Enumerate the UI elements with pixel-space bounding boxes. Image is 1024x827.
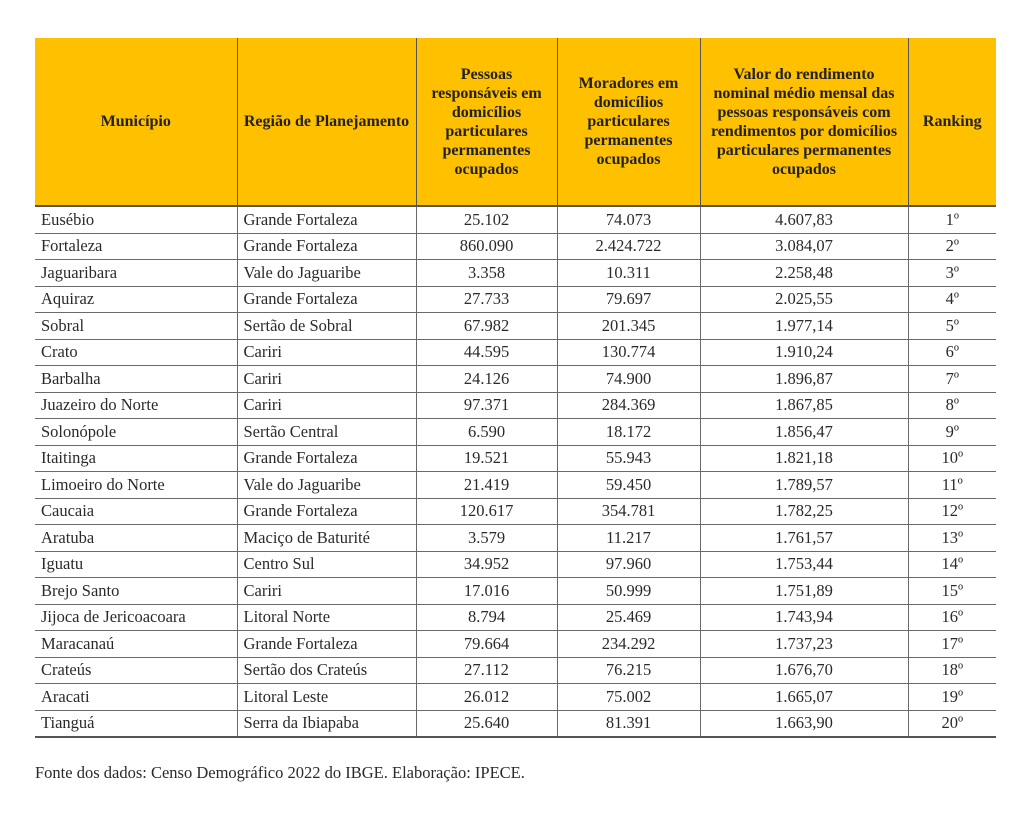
ranking-cell: 18º: [908, 657, 996, 684]
pessoas-cell: 27.112: [416, 657, 557, 684]
pessoas-cell: 97.371: [416, 392, 557, 419]
municipio-cell: Caucaia: [35, 498, 237, 525]
ranking-cell: 12º: [908, 498, 996, 525]
pessoas-cell: 8.794: [416, 604, 557, 631]
rendimento-cell: 1.782,25: [700, 498, 908, 525]
rendimento-cell: 1.676,70: [700, 657, 908, 684]
rendimento-cell: 1.665,07: [700, 684, 908, 711]
ranking-cell: 8º: [908, 392, 996, 419]
moradores-cell: 79.697: [557, 286, 700, 313]
pessoas-cell: 26.012: [416, 684, 557, 711]
regiao-cell: Serra da Ibiapaba: [237, 710, 416, 737]
table-row: [35, 260, 996, 287]
moradores-cell: 50.999: [557, 578, 700, 605]
header-regiao: Região de Planejamento: [237, 38, 416, 206]
regiao-cell: Grande Fortaleza: [237, 286, 416, 313]
municipio-cell: Crateús: [35, 657, 237, 684]
pessoas-cell: 6.590: [416, 419, 557, 446]
pessoas-cell: 3.579: [416, 525, 557, 552]
moradores-cell: 201.345: [557, 313, 700, 340]
rendimento-cell: 3.084,07: [700, 233, 908, 260]
table-row: [35, 206, 996, 233]
moradores-cell: 55.943: [557, 445, 700, 472]
municipio-cell: Fortaleza: [35, 233, 237, 260]
header-municipio: Município: [35, 38, 237, 206]
header-pessoas-responsaveis: Pessoas responsáveis em domicílios particulares permanentes ocupados: [416, 38, 557, 206]
header-rendimento: Valor do rendimento nominal médio mensal das pessoas responsáveis com rendimentos por domicílios particulares permanentes ocupados: [700, 38, 908, 206]
moradores-cell: 74.073: [557, 206, 700, 233]
source-note: Fonte dos dados: Censo Demográfico 2022 do IBGE. Elaboração: IPECE.: [35, 763, 525, 782]
municipio-cell: Maracanaú: [35, 631, 237, 658]
pessoas-cell: 17.016: [416, 578, 557, 605]
table-row: [35, 657, 996, 684]
rendimento-cell: 1.856,47: [700, 419, 908, 446]
table-row: [35, 313, 996, 340]
regiao-cell: Grande Fortaleza: [237, 233, 416, 260]
regiao-cell: Sertão de Sobral: [237, 313, 416, 340]
pessoas-cell: 3.358: [416, 260, 557, 287]
regiao-cell: Sertão Central: [237, 419, 416, 446]
ranking-cell: 16º: [908, 604, 996, 631]
municipio-cell: Eusébio: [35, 206, 237, 233]
pessoas-cell: 19.521: [416, 445, 557, 472]
regiao-cell: Maciço de Baturité: [237, 525, 416, 552]
income-ranking-table-container: [35, 38, 996, 738]
municipio-cell: Iguatu: [35, 551, 237, 578]
regiao-cell: Grande Fortaleza: [237, 498, 416, 525]
table-row: [35, 233, 996, 260]
municipio-cell: Brejo Santo: [35, 578, 237, 605]
table-row: [35, 286, 996, 313]
rendimento-cell: 1.910,24: [700, 339, 908, 366]
pessoas-cell: 21.419: [416, 472, 557, 499]
table-row: [35, 551, 996, 578]
municipio-cell: Aquiraz: [35, 286, 237, 313]
table-row: [35, 339, 996, 366]
ranking-cell: 2º: [908, 233, 996, 260]
moradores-cell: 59.450: [557, 472, 700, 499]
rendimento-cell: 1.753,44: [700, 551, 908, 578]
pessoas-cell: 25.102: [416, 206, 557, 233]
municipio-cell: Solonópole: [35, 419, 237, 446]
municipio-cell: Itaitinga: [35, 445, 237, 472]
moradores-cell: 81.391: [557, 710, 700, 737]
municipio-cell: Tianguá: [35, 710, 237, 737]
moradores-cell: 354.781: [557, 498, 700, 525]
moradores-cell: 2.424.722: [557, 233, 700, 260]
regiao-cell: Cariri: [237, 578, 416, 605]
ranking-cell: 20º: [908, 710, 996, 737]
table-row: [35, 392, 996, 419]
regiao-cell: Cariri: [237, 392, 416, 419]
municipio-cell: Jijoca de Jericoacoara: [35, 604, 237, 631]
rendimento-cell: 1.751,89: [700, 578, 908, 605]
pessoas-cell: 27.733: [416, 286, 557, 313]
rendimento-cell: 1.896,87: [700, 366, 908, 393]
moradores-cell: 75.002: [557, 684, 700, 711]
rendimento-cell: 1.743,94: [700, 604, 908, 631]
header-moradores: Moradores em domicílios particulares permanentes ocupados: [557, 38, 700, 206]
table-body: [35, 206, 996, 737]
pessoas-cell: 79.664: [416, 631, 557, 658]
ranking-cell: 3º: [908, 260, 996, 287]
moradores-cell: 97.960: [557, 551, 700, 578]
table-row: [35, 604, 996, 631]
rendimento-cell: 1.821,18: [700, 445, 908, 472]
pessoas-cell: 120.617: [416, 498, 557, 525]
rendimento-cell: 4.607,83: [700, 206, 908, 233]
table-row: [35, 445, 996, 472]
table-row: [35, 525, 996, 552]
pessoas-cell: 34.952: [416, 551, 557, 578]
rendimento-cell: 1.737,23: [700, 631, 908, 658]
moradores-cell: 234.292: [557, 631, 700, 658]
moradores-cell: 18.172: [557, 419, 700, 446]
ranking-cell: 17º: [908, 631, 996, 658]
regiao-cell: Sertão dos Crateús: [237, 657, 416, 684]
rendimento-cell: 1.663,90: [700, 710, 908, 737]
pessoas-cell: 24.126: [416, 366, 557, 393]
regiao-cell: Cariri: [237, 339, 416, 366]
regiao-cell: Centro Sul: [237, 551, 416, 578]
ranking-cell: 5º: [908, 313, 996, 340]
ranking-cell: 19º: [908, 684, 996, 711]
ranking-cell: 11º: [908, 472, 996, 499]
ranking-cell: 13º: [908, 525, 996, 552]
pessoas-cell: 25.640: [416, 710, 557, 737]
income-ranking-table: [35, 38, 996, 738]
regiao-cell: Cariri: [237, 366, 416, 393]
pessoas-cell: 67.982: [416, 313, 557, 340]
regiao-cell: Litoral Norte: [237, 604, 416, 631]
ranking-cell: 14º: [908, 551, 996, 578]
table-row: [35, 419, 996, 446]
header-ranking: Ranking: [908, 38, 996, 206]
regiao-cell: Vale do Jaguaribe: [237, 472, 416, 499]
table-row: [35, 631, 996, 658]
moradores-cell: 25.469: [557, 604, 700, 631]
municipio-cell: Jaguaribara: [35, 260, 237, 287]
ranking-cell: 1º: [908, 206, 996, 233]
moradores-cell: 76.215: [557, 657, 700, 684]
municipio-cell: Aracati: [35, 684, 237, 711]
moradores-cell: 130.774: [557, 339, 700, 366]
municipio-cell: Sobral: [35, 313, 237, 340]
table-row: [35, 472, 996, 499]
rendimento-cell: 1.867,85: [700, 392, 908, 419]
ranking-cell: 7º: [908, 366, 996, 393]
rendimento-cell: 2.025,55: [700, 286, 908, 313]
regiao-cell: Vale do Jaguaribe: [237, 260, 416, 287]
ranking-cell: 6º: [908, 339, 996, 366]
moradores-cell: 284.369: [557, 392, 700, 419]
moradores-cell: 11.217: [557, 525, 700, 552]
ranking-cell: 4º: [908, 286, 996, 313]
municipio-cell: Juazeiro do Norte: [35, 392, 237, 419]
table-row: [35, 710, 996, 737]
table-row: [35, 366, 996, 393]
regiao-cell: Litoral Leste: [237, 684, 416, 711]
ranking-cell: 10º: [908, 445, 996, 472]
regiao-cell: Grande Fortaleza: [237, 445, 416, 472]
moradores-cell: 10.311: [557, 260, 700, 287]
rendimento-cell: 1.789,57: [700, 472, 908, 499]
pessoas-cell: 44.595: [416, 339, 557, 366]
regiao-cell: Grande Fortaleza: [237, 631, 416, 658]
rendimento-cell: 2.258,48: [700, 260, 908, 287]
regiao-cell: Grande Fortaleza: [237, 206, 416, 233]
municipio-cell: Aratuba: [35, 525, 237, 552]
rendimento-cell: 1.761,57: [700, 525, 908, 552]
moradores-cell: 74.900: [557, 366, 700, 393]
table-header-row: [35, 38, 996, 206]
ranking-cell: 9º: [908, 419, 996, 446]
pessoas-cell: 860.090: [416, 233, 557, 260]
municipio-cell: Crato: [35, 339, 237, 366]
rendimento-cell: 1.977,14: [700, 313, 908, 340]
table-row: [35, 684, 996, 711]
municipio-cell: Limoeiro do Norte: [35, 472, 237, 499]
municipio-cell: Barbalha: [35, 366, 237, 393]
ranking-cell: 15º: [908, 578, 996, 605]
table-row: [35, 498, 996, 525]
table-row: [35, 578, 996, 605]
